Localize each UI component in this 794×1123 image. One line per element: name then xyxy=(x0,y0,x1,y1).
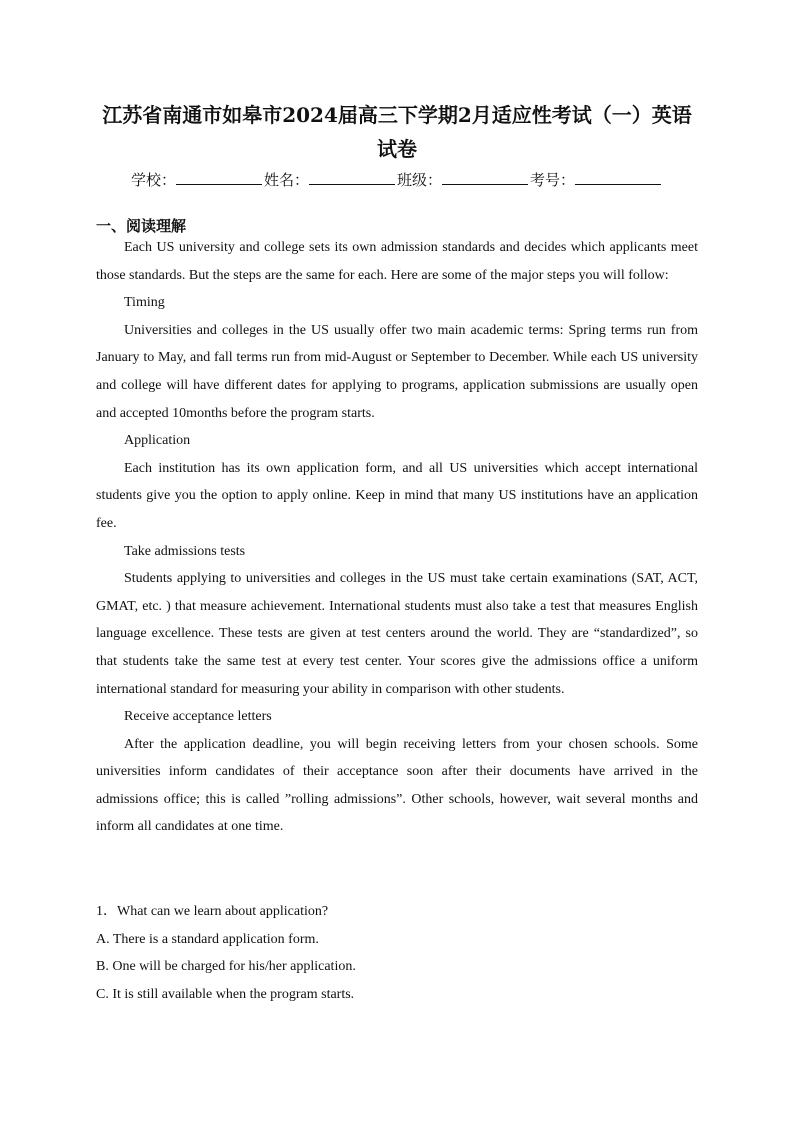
student-info-line xyxy=(96,168,698,192)
name-blank[interactable] xyxy=(309,170,395,185)
question-1-option-b[interactable]: B. One will be charged for his/her application. xyxy=(96,959,356,975)
question-1-option-c[interactable]: C. It is still available when the program starts. xyxy=(96,986,355,1002)
school-blank[interactable] xyxy=(176,170,262,185)
exam-number-blank[interactable] xyxy=(575,170,661,185)
question-1-option-a[interactable]: A. There is a standard application form. xyxy=(96,931,319,947)
passage-paragraph-acceptance: After the application deadline, you will begin receiving letters from your chosen schools. Some universities inform candidates of their acceptance soon after their documents have arrived in the admissions office; this is called ”rolling admissions”. Other schools, however, wait several months and inform all candidates at one time. xyxy=(96,736,698,835)
passage-subheading-tests: Take admissions tests xyxy=(124,543,246,559)
passage-paragraph-tests: Students applying to universities and colleges in the US must take certain examinations (SAT, ACT, GMAT, etc. ) that measure achievement. International students must also take a test that measures English language excellence. These tests are given at test centers around the world. They are “standardized”, so that students take the same test at every test center. Your scores give the admissions office a uniform international standard for measuring your ability in comparison with other students. xyxy=(96,571,698,697)
passage-subheading-application: Application xyxy=(124,433,191,449)
document-title: 江苏省南通市如皋市2024届高三下学期2月适应性考试（一）英语试卷 xyxy=(102,103,692,161)
class-label: 班级： xyxy=(397,171,443,189)
name-label: 姓名： xyxy=(263,171,309,189)
exam-number-label: 考号： xyxy=(530,171,576,189)
passage-paragraph-intro: Each US university and college sets its own admission standards and decides which applicants meet those standards. But the steps are the same for each. Here are some of the major steps you will follow: xyxy=(96,240,698,283)
school-label: 学校： xyxy=(130,171,176,189)
reading-passage xyxy=(96,234,698,841)
passage-subheading-timing: Timing xyxy=(124,295,165,311)
class-blank[interactable] xyxy=(442,170,528,185)
passage-paragraph-timing: Universities and colleges in the US usually offer two main academic terms: Spring terms run from January to May, and fall terms run from mid-August or September to December. While each US university and college will have different dates for applying to programs, application submissions are usually open and accepted 10months before the program starts. xyxy=(96,322,698,421)
section-heading: 一、阅读理解 xyxy=(96,217,187,235)
passage-paragraph-application: Each institution has its own application form, and all US universities which accept international students give you the option to apply online. Keep in mind that many US institutions have an application fee. xyxy=(96,460,698,531)
question-1-stem: 1．What can we learn about application? xyxy=(96,904,329,919)
question-1 xyxy=(96,898,698,1008)
passage-subheading-acceptance: Receive acceptance letters xyxy=(124,709,272,725)
